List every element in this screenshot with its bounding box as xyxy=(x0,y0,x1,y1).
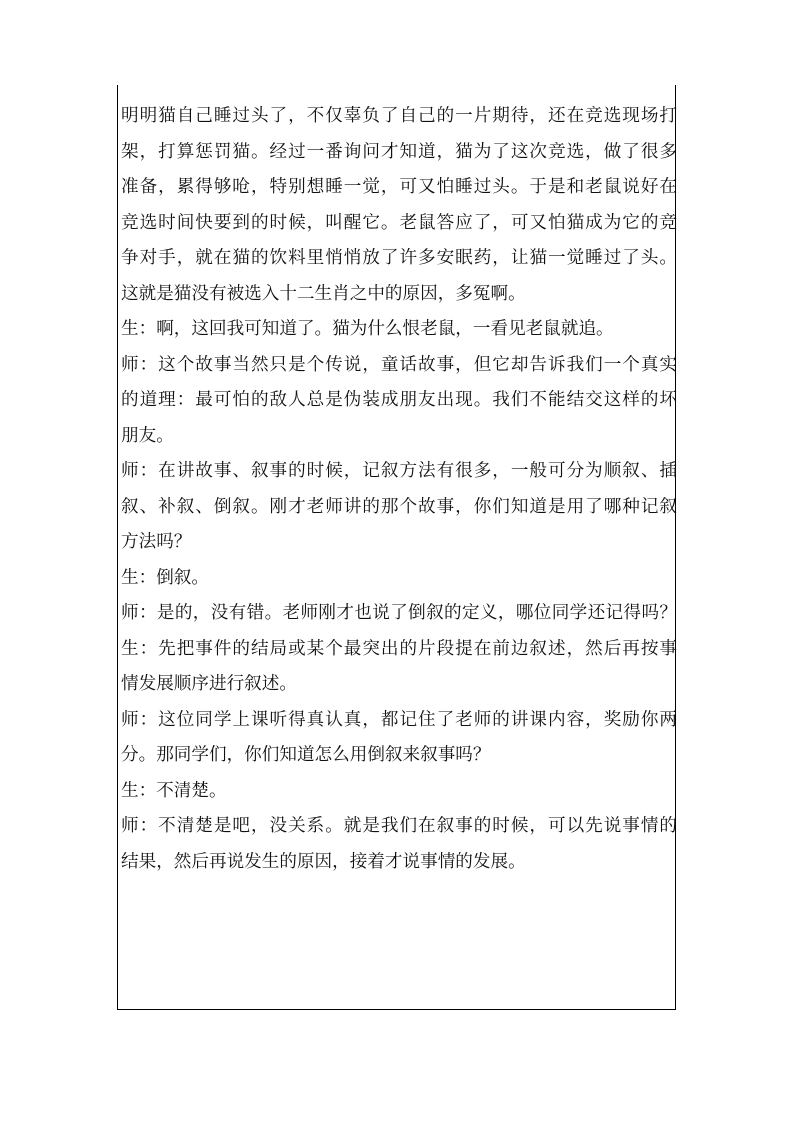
text-line: 竞选时间快要到的时候，叫醒它。老鼠答应了，可又怕猫成为它的竞 xyxy=(121,212,677,233)
text-line: 准备，累得够呛，特别想睡一觉，可又怕睡过头。于是和老鼠说好在 xyxy=(121,177,677,197)
text-line: 生：啊，这回我可知道了。猫为什么恨老鼠，一看见老鼠就追。 xyxy=(121,319,614,339)
text-line: 朋友。 xyxy=(121,425,174,446)
text-line: 争对手，就在猫的饮料里悄悄放了许多安眠药，让猫一觉睡过了头。 xyxy=(121,248,677,268)
text-line: 这就是猫没有被选入十二生肖之中的原因，多冤啊。 xyxy=(121,283,526,304)
text-line: 生：不清楚。 xyxy=(121,780,227,801)
text-line: 情发展顺序进行叙述。 xyxy=(121,674,297,694)
text-line: 架，打算惩罚猫。经过一番询问才知道，猫为了这次竞选，做了很多 xyxy=(121,141,677,162)
text-line: 师：是的，没有错。老师刚才也说了倒叙的定义，哪位同学还记得吗？ xyxy=(121,603,677,623)
text-line: 明明猫自己睡过头了，不仅辜负了自己的一片期待，还在竞选现场打 xyxy=(121,106,677,126)
text-content xyxy=(121,99,677,880)
text-line: 师：在讲故事、叙事的时候，记叙方法有很多，一般可分为顺叙、插 xyxy=(121,461,677,481)
text-line: 分。那同学们，你们知道怎么用倒叙来叙事吗？ xyxy=(121,745,491,765)
text-line: 的道理：最可怕的敌人总是伪装成朋友出现。我们不能结交这样的坏 xyxy=(121,390,677,410)
text-line: 师：这位同学上课听得真认真，都记住了老师的讲课内容，奖励你两 xyxy=(121,709,677,730)
text-line: 生：先把事件的结局或某个最突出的片段提在前边叙述，然后再按事 xyxy=(121,638,677,659)
text-line: 结果，然后再说发生的原因，接着才说事情的发展。 xyxy=(121,851,526,872)
text-line: 叙、补叙、倒叙。刚才老师讲的那个故事，你们知道是用了哪种记叙 xyxy=(121,496,677,517)
text-line: 师：这个故事当然只是个传说，童话故事，但它却告诉我们一个真实 xyxy=(121,354,677,375)
text-line: 生：倒叙。 xyxy=(121,567,209,588)
text-line: 方法吗？ xyxy=(121,532,192,552)
table-cell xyxy=(117,85,676,1010)
text-line: 师：不清楚是吧，没关系。就是我们在叙事的时候，可以先说事情的 xyxy=(121,816,677,836)
